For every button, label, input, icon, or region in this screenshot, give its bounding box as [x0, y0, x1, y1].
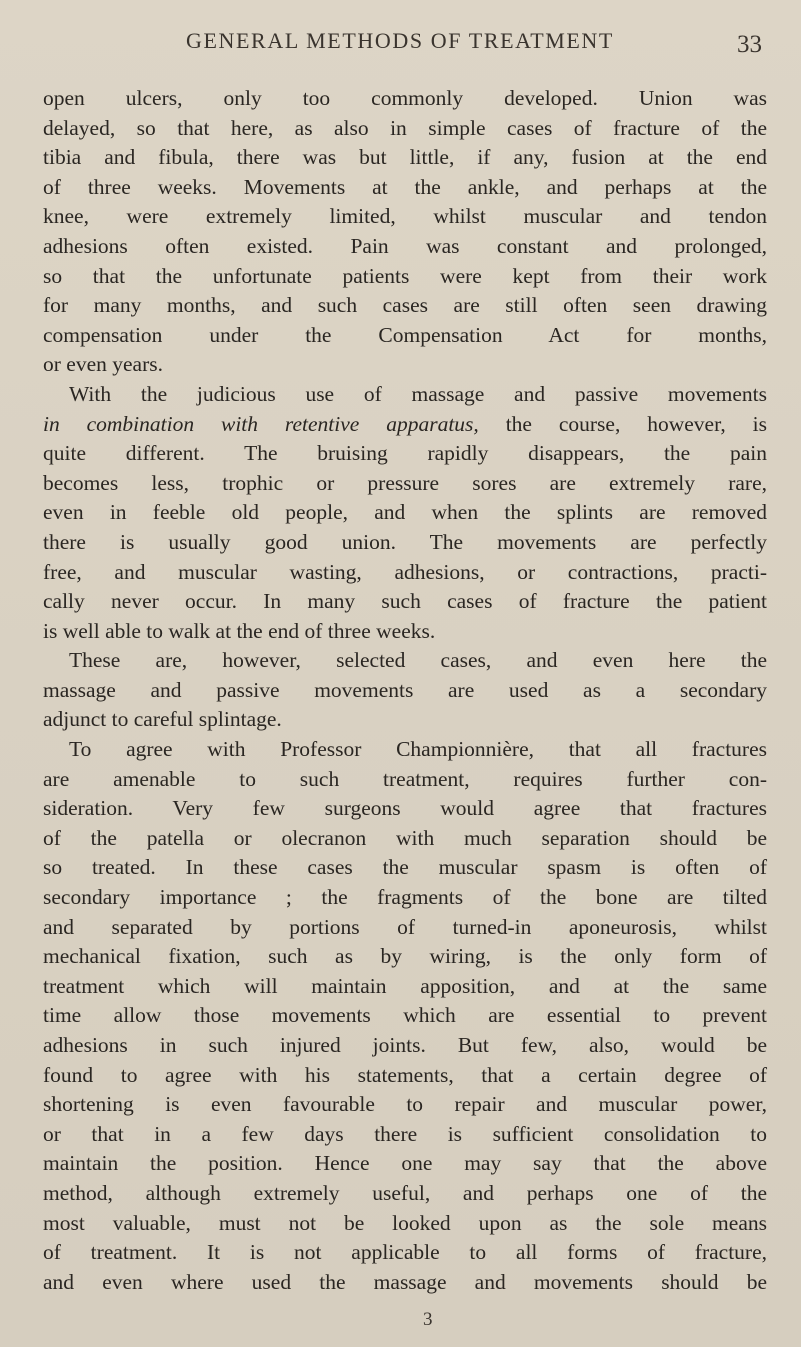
paragraph-1 — [43, 84, 767, 380]
text-fragment: the course, however, is — [478, 411, 767, 436]
text-line: so that the unfortunate patients were kept from their work — [43, 263, 767, 288]
text-line: and even where used the massage and movements should be — [43, 1269, 767, 1294]
text-line: method, although extremely useful, and perhaps one of the — [43, 1180, 767, 1205]
text-line: are amenable to such treatment, requires further con- — [43, 766, 767, 791]
text-line: sideration. Very few surgeons would agree that fractures — [43, 796, 767, 821]
text-line: free, and muscular wasting, adhesions, or contractions, practi- — [43, 559, 767, 584]
text-line: mechanical fixation, such as by wiring, is the only form of — [43, 944, 767, 969]
text-line: treatment which will maintain apposition, and at the same — [43, 973, 767, 998]
text-line: there is usually good union. The movements are perfectly — [43, 529, 767, 554]
page-number: 33 — [737, 31, 762, 58]
text-line: quite different. The bruising rapidly disappears, the pain — [43, 441, 767, 466]
text-line: compensation under the Compensation Act for months, — [43, 322, 767, 347]
text-line: of the patella or olecranon with much separation should be — [43, 825, 767, 850]
paragraph-3 — [43, 646, 767, 735]
text-line: is well able to walk at the end of three weeks. — [43, 618, 436, 643]
italic-phrase: in combination with retentive apparatus, — [43, 411, 479, 436]
text-line: of three weeks. Movements at the ankle, and perhaps at the — [43, 174, 767, 199]
text-line: maintain the position. Hence one may say that the above — [43, 1151, 767, 1176]
body-text — [43, 84, 767, 1297]
text-line: massage and passive movements are used as a secondary — [43, 677, 767, 702]
text-line: of treatment. It is not applicable to all forms of fracture, — [43, 1240, 767, 1265]
text-line-with-italic — [43, 410, 767, 440]
text-line: found to agree with his statements, that a certain degree of — [43, 1062, 767, 1087]
text-line: tibia and fibula, there was but little, if any, fusion at the end — [43, 145, 767, 170]
text-line: most valuable, must not be looked upon as the sole means — [43, 1210, 767, 1235]
text-line: adhesions often existed. Pain was constant and prolonged, — [43, 233, 767, 258]
text-line: adhesions in such injured joints. But few, also, would be — [43, 1033, 767, 1057]
text-line: and separated by portions of turned-in aponeurosis, whilst — [43, 914, 767, 939]
text-line: or that in a few days there is sufficient consolidation to — [43, 1121, 767, 1146]
text-line: cally never occur. In many such cases of fracture the patient — [43, 589, 767, 614]
text-line: These are, however, selected cases, and even here the — [69, 648, 767, 673]
text-line: delayed, so that here, as also in simple cases of fracture of the — [43, 115, 767, 140]
text-line: With the judicious use of massage and passive movements — [69, 381, 767, 406]
paragraph-2 — [43, 380, 767, 646]
text-line: even in feeble old people, and when the splints are removed — [43, 500, 767, 525]
running-title: GENERAL METHODS OF TREATMENT — [186, 28, 614, 53]
text-line: secondary importance ; the fragments of the bone are tilted — [43, 885, 767, 910]
text-line: time allow those movements which are essential to prevent — [43, 1003, 767, 1028]
paragraph-4 — [43, 735, 767, 1297]
text-line: adjunct to careful splintage. — [43, 707, 282, 732]
text-line: shortening is even favourable to repair and muscular power, — [43, 1092, 767, 1117]
text-line: To agree with Professor Championnière, that all fractures — [69, 737, 767, 762]
text-line: knee, were extremely limited, whilst muscular and tendon — [43, 204, 767, 229]
text-line: becomes less, trophic or pressure sores are extremely rare, — [43, 470, 767, 495]
text-line: for many months, and such cases are still often seen drawing — [43, 293, 767, 318]
text-line: so treated. In these cases the muscular spasm is often of — [43, 855, 767, 880]
text-line: or even years. — [43, 352, 163, 377]
text-line: open ulcers, only too commonly developed. Union was — [43, 86, 767, 110]
signature-mark: 3 — [423, 1309, 433, 1330]
